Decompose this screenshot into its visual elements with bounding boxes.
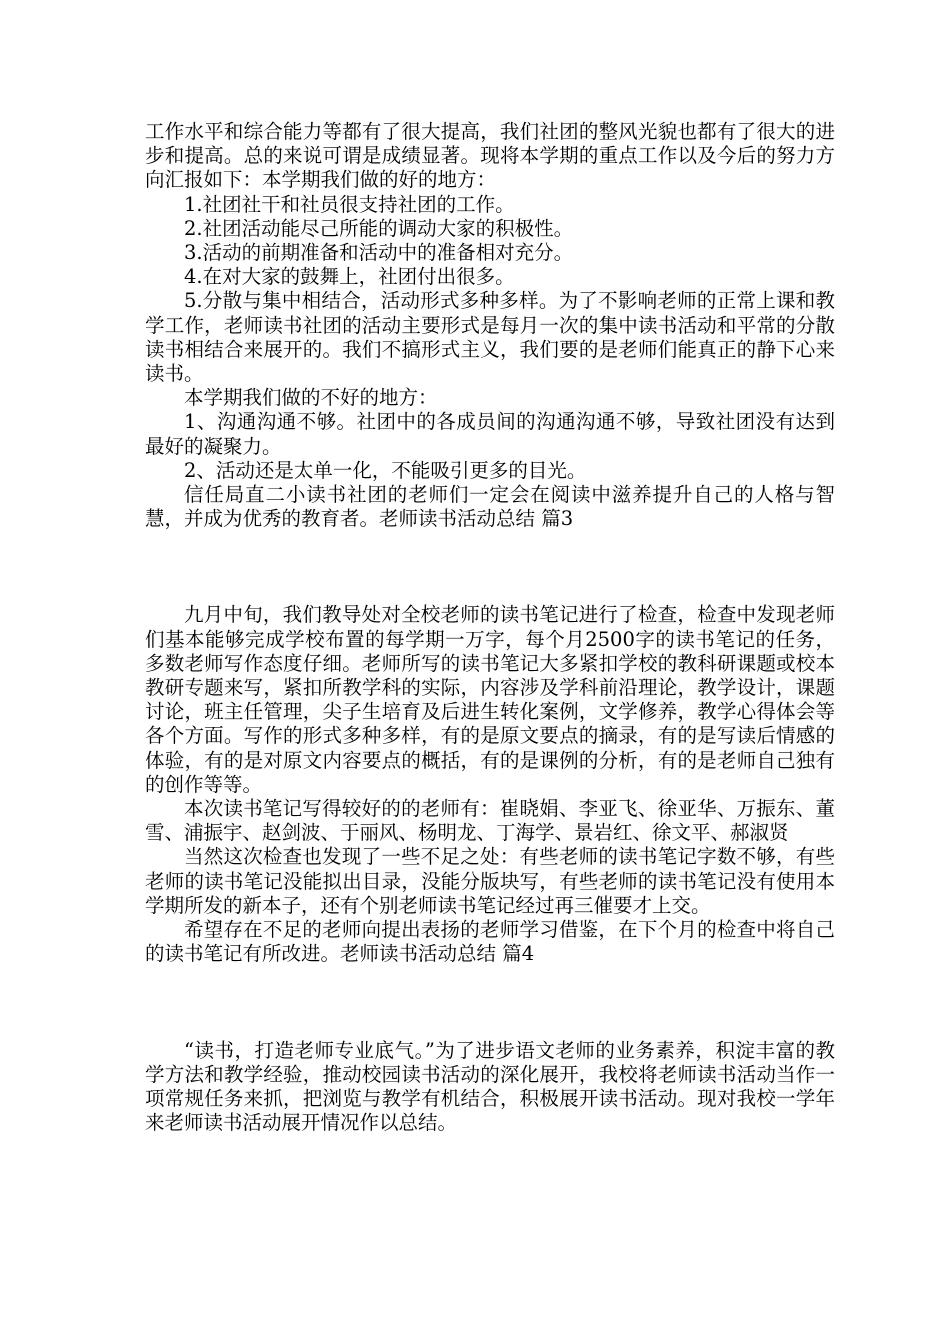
paragraph: 信任局直二小读书社团的老师们一定会在阅读中滋养提升自己的人格与智慧，并成为优秀的教育者。老师读书活动总结 篇3 — [145, 483, 835, 531]
paragraph: 1.社团社干和社员很支持社团的工作。 — [184, 192, 515, 216]
paragraph: 本次读书笔记写得较好的的老师有：崔晓娟、李亚飞、徐亚华、万振东、董雪、浦振宇、赵剑波、于丽风、杨明龙、丁海学、景岩红、徐文平、郝淑贤 — [145, 797, 835, 845]
document-body — [145, 120, 835, 1135]
paragraph: 九月中旬，我们教导处对全校老师的读书笔记进行了检查，检查中发现老师们基本能够完成学校布置的每学期一万字，每个月2500字的读书笔记的任务，多数老师写作态度仔细。老师所写的读书笔记大多紧扣学校的教科研课题或校本教研专题来写，紧扣所教学科的实际，内容涉及学科前沿理论，教学设计，课题讨论，班主任管理，尖子生培育及后进生转化案例，文学修养，教学心得体会等各个方面。写作的形式多种多样，有的是原文要点的摘录，有的是写读后情感的体验，有的是对原文内容要点的概括，有的是课例的分析，有的是老师自己独有的创作等等。 — [145, 603, 835, 796]
paragraph: 2、活动还是太单一化，不能吸引更多的目光。 — [184, 458, 587, 482]
paragraph: 本学期我们做的不好的地方： — [184, 386, 438, 410]
section-part2 — [145, 603, 835, 966]
section-part3 — [145, 1039, 835, 1136]
paragraph: 5.分散与集中相结合，活动形式多种多样。为了不影响老师的正常上课和教学工作，老师读书社团的活动主要形式是每月一次的集中读书活动和平常的分散读书相结合来展开的。我们不搞形式主义，我们要的是老师们能真正的静下心来读书。 — [145, 289, 835, 386]
paragraph: 3.活动的前期准备和活动中的准备相对充分。 — [184, 241, 574, 265]
paragraph: 工作水平和综合能力等都有了很大提高，我们社团的整风光貌也都有了很大的进步和提高。总的来说可谓是成绩显著。现将本学期的重点工作以及今后的努力方向汇报如下：本学期我们做的好的地方： — [145, 120, 835, 192]
paragraph: 希望存在不足的老师向提出表扬的老师学习借鉴，在下个月的检查中将自己的读书笔记有所改进。老师读书活动总结 篇4 — [145, 918, 835, 966]
paragraph: 2.社团活动能尽己所能的调动大家的积极性。 — [184, 216, 574, 240]
section-gap — [145, 967, 835, 1039]
paragraph: 4.在对大家的鼓舞上，社团付出很多。 — [184, 265, 515, 289]
paragraph: 1、沟通沟通不够。社团中的各成员间的沟通沟通不够，导致社团没有达到最好的凝聚力。 — [145, 410, 835, 458]
paragraph: 当然这次检查也发现了一些不足之处：有些老师的读书笔记字数不够，有些老师的读书笔记没能拟出目录，没能分版块写，有些老师的读书笔记没有使用本学期所发的新本子，还有个别老师读书笔记经过再三催要才上交。 — [145, 845, 835, 917]
section-gap — [145, 531, 835, 603]
paragraph: “读书，打造老师专业底气。”为了进步语文老师的业务素养，积淀丰富的教学方法和教学经验，推动校园读书活动的深化展开，我校将老师读书活动当作一项常规任务来抓，把浏览与教学有机结合，积极展开读书活动。现对我校一学年来老师读书活动展开情况作以总结。 — [145, 1038, 835, 1135]
section-part1 — [145, 120, 835, 531]
